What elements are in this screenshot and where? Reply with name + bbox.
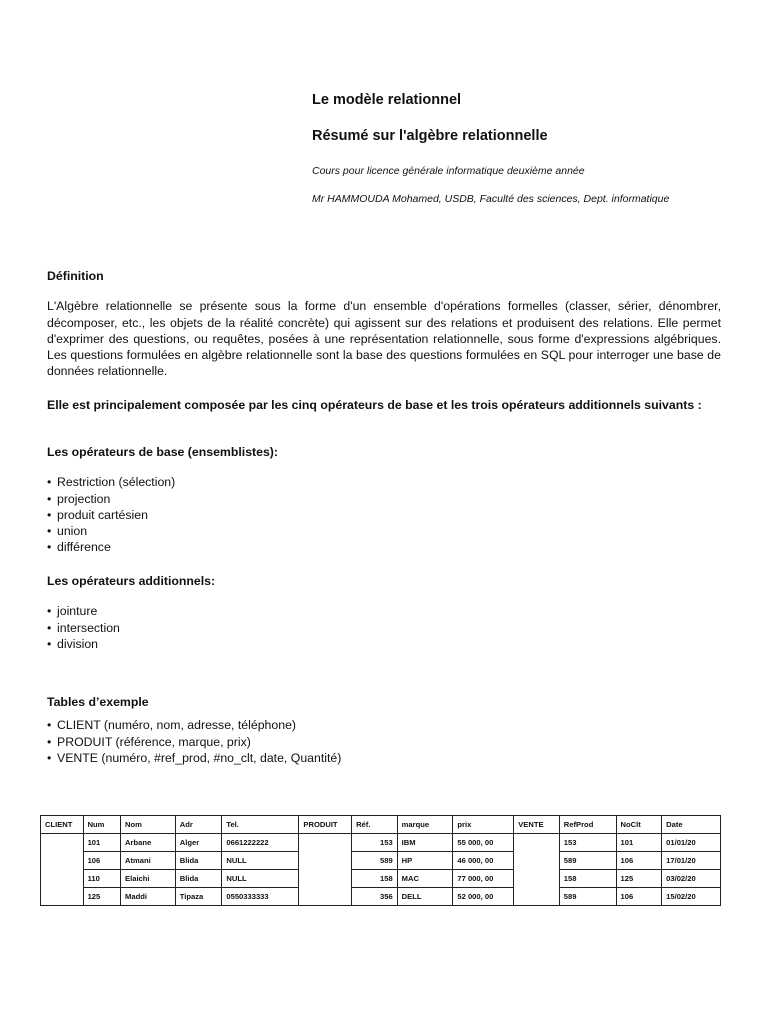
table-cell: 110 [83,870,120,888]
column-header: CLIENT [41,816,84,834]
list-item: • intersection [47,620,721,636]
table-cell: DELL [397,888,453,906]
list-item: • jointure [47,603,721,619]
table-cell: 158 [352,870,398,888]
list-item: • produit cartésien [47,507,721,523]
document-subtitle: Résumé sur l'algèbre relationnelle [312,128,548,144]
table-cell: 55 000, 00 [453,834,514,852]
list-item: • Restriction (sélection) [47,474,721,490]
additional-operators-section [47,573,721,652]
table-row [41,834,721,852]
table-cell: 125 [616,870,662,888]
table-cell: Elaichi [121,870,176,888]
example-tables-section [47,694,721,766]
table-cell: MAC [397,870,453,888]
table-cell: 15/02/20 [662,888,721,906]
base-operators-section [47,444,721,556]
table-cell: Blida [175,870,222,888]
table-cell: NULL [222,852,299,870]
table-cell: 589 [559,852,616,870]
table-row [41,888,721,906]
table-cell: 106 [616,852,662,870]
base-operators-heading: Les opérateurs de base (ensemblistes): [47,445,278,459]
column-header: RefProd [559,816,616,834]
definition-section [47,268,721,413]
column-header: Date [662,816,721,834]
definition-paragraph: L'Algèbre relationnelle se présente sous la forme d'un ensemble d'opérations formelles (classer, sérier, dénombrer, décomposer, etc., les objets de la réalité concrète) qui agissent sur des relations et produisent des relations. Elle permet d'exprimer des questions, ou requêtes, posées à une représentation relationnelle, sous forme d'expressions algébriques. Les questions formulées en algèbre relationnelle sont la base des questions formulées en SQL pour interroger une base de données relationnelle. [47,299,721,379]
list-item: • PRODUIT (référence, marque, prix) [47,734,721,750]
course-line: Cours pour licence générale informatique deuxième année [312,165,585,177]
list-item: • CLIENT (numéro, nom, adresse, téléphone) [47,717,721,733]
table-cell: 101 [616,834,662,852]
table-label-cell [41,834,84,906]
example-data-table [40,815,721,906]
table-cell: Atmani [121,852,176,870]
column-header: VENTE [514,816,560,834]
table-cell: 153 [352,834,398,852]
table-cell: 03/02/20 [662,870,721,888]
table-cell: 46 000, 00 [453,852,514,870]
additional-operators-list [47,603,721,652]
table-cell: 356 [352,888,398,906]
column-header: Adr [175,816,222,834]
column-header: NoClt [616,816,662,834]
table-header-row [41,816,721,834]
list-item: • projection [47,491,721,507]
table-cell: 125 [83,888,120,906]
table-cell: 106 [83,852,120,870]
column-header: Tel. [222,816,299,834]
table-cell: HP [397,852,453,870]
base-operators-list [47,474,721,555]
list-item: • division [47,636,721,652]
table-cell: 106 [616,888,662,906]
column-header: prix [453,816,514,834]
definition-heading: Définition [47,269,104,283]
column-header: marque [397,816,453,834]
table-cell: NULL [222,870,299,888]
column-header: PRODUIT [299,816,352,834]
table-cell: 158 [559,870,616,888]
table-cell: IBM [397,834,453,852]
document-title: Le modèle relationnel [312,92,462,108]
definition-summary: Elle est principalement composée par les cinq opérateurs de base et les trois opérateurs additionnels suivants : [47,397,702,412]
example-tables-list [47,717,721,766]
table-cell: 101 [83,834,120,852]
column-header: Réf. [352,816,398,834]
table-cell: 0661222222 [222,834,299,852]
table-cell: 0550333333 [222,888,299,906]
list-item: • différence [47,539,721,555]
table-cell: 52 000, 00 [453,888,514,906]
table-cell: 17/01/20 [662,852,721,870]
table-cell: 77 000, 00 [453,870,514,888]
column-header: Nom [121,816,176,834]
table-cell: 589 [352,852,398,870]
table-cell: Tipaza [175,888,222,906]
table-cell: 589 [559,888,616,906]
table-label-cell [514,834,560,906]
table-cell: Blida [175,852,222,870]
table-row [41,852,721,870]
example-tables-heading: Tables d’exemple [47,695,149,709]
additional-operators-heading: Les opérateurs additionnels: [47,574,216,588]
table-cell: Maddi [121,888,176,906]
list-item: • VENTE (numéro, #ref_prod, #no_clt, date, Quantité) [47,750,721,766]
table-row [41,870,721,888]
column-header: Num [83,816,120,834]
table-cell: 01/01/20 [662,834,721,852]
table-label-cell [299,834,352,906]
list-item: • union [47,523,721,539]
author-line: Mr HAMMOUDA Mohamed, USDB, Faculté des sciences, Dept. informatique [312,193,670,205]
table-cell: 153 [559,834,616,852]
table-cell: Arbane [121,834,176,852]
table-cell: Alger [175,834,222,852]
